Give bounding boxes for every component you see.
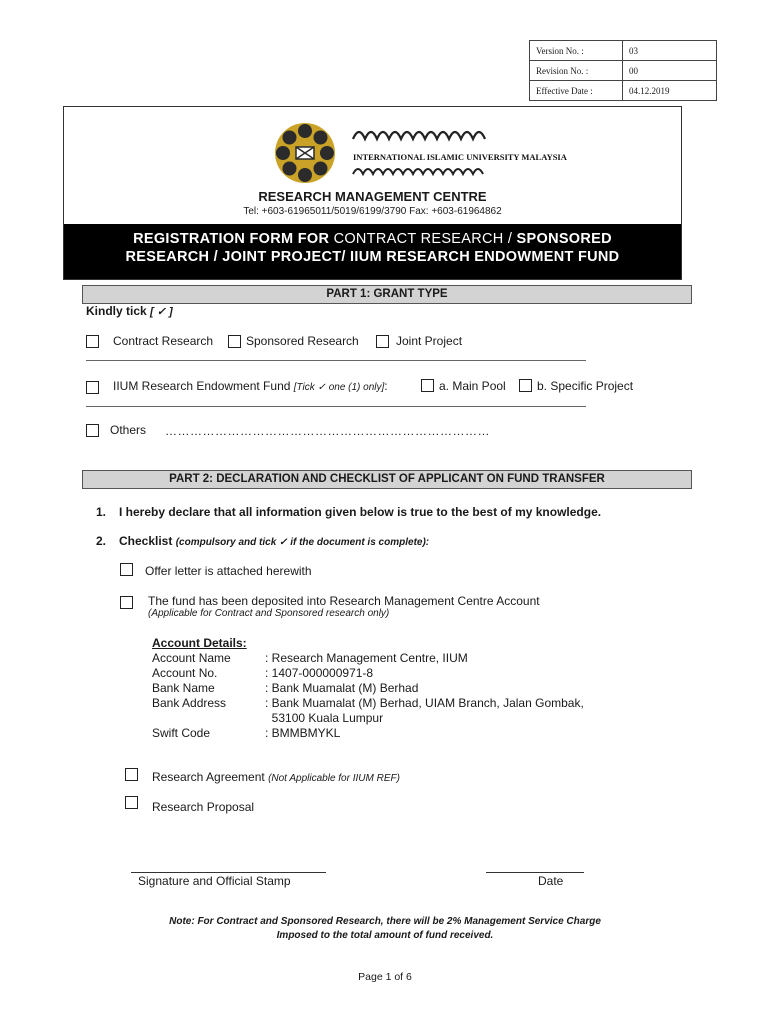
account-field-label: Bank Name xyxy=(152,681,215,695)
centre-name: RESEARCH MANAGEMENT CENTRE xyxy=(258,189,487,204)
divider xyxy=(86,406,586,407)
checklist-note: (compulsory and tick ✓ if the document is complete): xyxy=(175,537,430,548)
kindly-note: [ ✓ ] xyxy=(150,306,173,318)
account-field-value: : 1407-000000971-8 xyxy=(265,666,374,680)
specific-project-label: b. Specific Project xyxy=(537,379,634,393)
date-line[interactable] xyxy=(486,872,584,873)
contact-info: Tel: +603-61965011/5019/6199/3790 Fax: +603-61964862 xyxy=(243,206,502,217)
account-row xyxy=(152,711,584,726)
checklist-label xyxy=(119,534,429,548)
service-charge-note-line-2: Imposed to the total amount of fund received. xyxy=(276,930,494,941)
fund-deposited-note: (Applicable for Contract and Sponsored research only) xyxy=(148,608,390,619)
version-row xyxy=(530,41,717,61)
iium-emblem-icon xyxy=(273,119,567,187)
others-fill-line[interactable]: …………………………………………………………………… xyxy=(165,424,490,438)
account-field-value: : Bank Muamalat (M) Berhad xyxy=(265,681,419,695)
research-agreement-checkbox[interactable] xyxy=(125,768,138,781)
joint-project-checkbox[interactable] xyxy=(376,335,389,348)
form-title-line-1 xyxy=(64,231,681,247)
service-charge-note-line-1: Note: For Contract and Sponsored Research, there will be 2% Management Service Charge xyxy=(169,916,601,927)
part1-header: PART 1: GRANT TYPE xyxy=(82,285,692,304)
page-number: Page 1 of 6 xyxy=(358,971,412,983)
revision-value: 00 xyxy=(623,61,717,81)
endowment-text: IIUM Research Endowment Fund xyxy=(113,379,294,393)
account-row xyxy=(152,651,584,666)
signature-label: Signature and Official Stamp xyxy=(138,874,291,888)
checklist-number: 2. xyxy=(96,534,107,548)
endowment-note: [Tick ✓ one (1) only] xyxy=(293,382,385,393)
fund-deposited-label: The fund has been deposited into Research Management Centre Account xyxy=(148,594,540,608)
version-label: Version No. : xyxy=(530,41,623,61)
account-field-label: Account Name xyxy=(152,651,231,665)
account-details-heading: Account Details: xyxy=(152,636,247,650)
account-field-label: Swift Code xyxy=(152,726,211,740)
version-value: 03 xyxy=(623,41,717,61)
part2-header: PART 2: DECLARATION AND CHECKLIST OF APPLICANT ON FUND TRANSFER xyxy=(82,470,692,489)
others-checkbox[interactable] xyxy=(86,424,99,437)
account-field-value: : BMMBMYKL xyxy=(265,726,341,740)
offer-letter-label: Offer letter is attached herewith xyxy=(145,564,312,578)
date-label: Date xyxy=(538,874,564,888)
account-row xyxy=(152,666,584,681)
research-agreement-text: Research Agreement xyxy=(152,770,269,784)
others-label: Others xyxy=(110,423,147,437)
declaration-text: I hereby declare that all information given below is true to the best of my knowledge. xyxy=(119,505,602,519)
form-title-part-b: CONTRACT RESEARCH / xyxy=(333,231,517,247)
declaration-number: 1. xyxy=(96,505,107,519)
account-field-value: : Research Management Centre, IIUM xyxy=(265,651,468,665)
iium-logo xyxy=(273,119,567,187)
account-field-value: : Bank Muamalat (M) Berhad, UIAM Branch, Jalan Gombak, xyxy=(265,696,584,710)
main-pool-checkbox[interactable] xyxy=(421,379,434,392)
revision-label: Revision No. : xyxy=(530,61,623,81)
form-title-banner xyxy=(64,224,681,279)
header-box xyxy=(63,106,682,280)
endowment-colon: : xyxy=(384,379,388,393)
form-title-part-a: REGISTRATION FORM FOR xyxy=(133,231,334,247)
research-agreement-note: (Not Applicable for IIUM REF) xyxy=(268,773,400,784)
account-row xyxy=(152,726,584,741)
joint-project-label: Joint Project xyxy=(396,334,463,348)
version-table xyxy=(529,40,717,101)
account-field-label: Bank Address xyxy=(152,696,227,710)
effective-date-row xyxy=(530,81,717,101)
main-pool-label: a. Main Pool xyxy=(439,379,506,393)
account-row xyxy=(152,681,584,696)
sponsored-research-checkbox[interactable] xyxy=(228,335,241,348)
effective-date-value: 04.12.2019 xyxy=(623,81,717,101)
research-proposal-label: Research Proposal xyxy=(152,800,255,814)
checklist-text: Checklist xyxy=(119,534,176,548)
kindly-tick-label xyxy=(86,304,173,318)
account-field-label: Account No. xyxy=(152,666,218,680)
endowment-fund-label xyxy=(113,379,388,393)
effective-date-label: Effective Date : xyxy=(530,81,623,101)
divider xyxy=(86,360,586,361)
offer-letter-checkbox[interactable] xyxy=(120,563,133,576)
revision-row xyxy=(530,61,717,81)
account-row xyxy=(152,696,584,711)
fund-deposited-checkbox[interactable] xyxy=(120,596,133,609)
research-proposal-checkbox[interactable] xyxy=(125,796,138,809)
sponsored-research-label: Sponsored Research xyxy=(246,334,359,348)
form-title-part-c: SPONSORED xyxy=(516,231,612,247)
account-field-value: 53100 Kuala Lumpur xyxy=(265,711,384,725)
contract-research-label: Contract Research xyxy=(113,334,214,348)
contract-research-checkbox[interactable] xyxy=(86,335,99,348)
specific-project-checkbox[interactable] xyxy=(519,379,532,392)
logo-text: INTERNATIONAL ISLAMIC UNIVERSITY MALAYSIA xyxy=(353,152,567,162)
account-details xyxy=(152,636,584,741)
account-field-label xyxy=(152,711,265,726)
kindly-text: Kindly tick xyxy=(86,304,151,318)
research-agreement-label xyxy=(152,770,400,784)
form-title-line-2: RESEARCH / JOINT PROJECT/ IIUM RESEARCH ENDOWMENT FUND xyxy=(125,249,620,265)
endowment-fund-checkbox[interactable] xyxy=(86,381,99,394)
signature-line[interactable] xyxy=(131,872,326,873)
